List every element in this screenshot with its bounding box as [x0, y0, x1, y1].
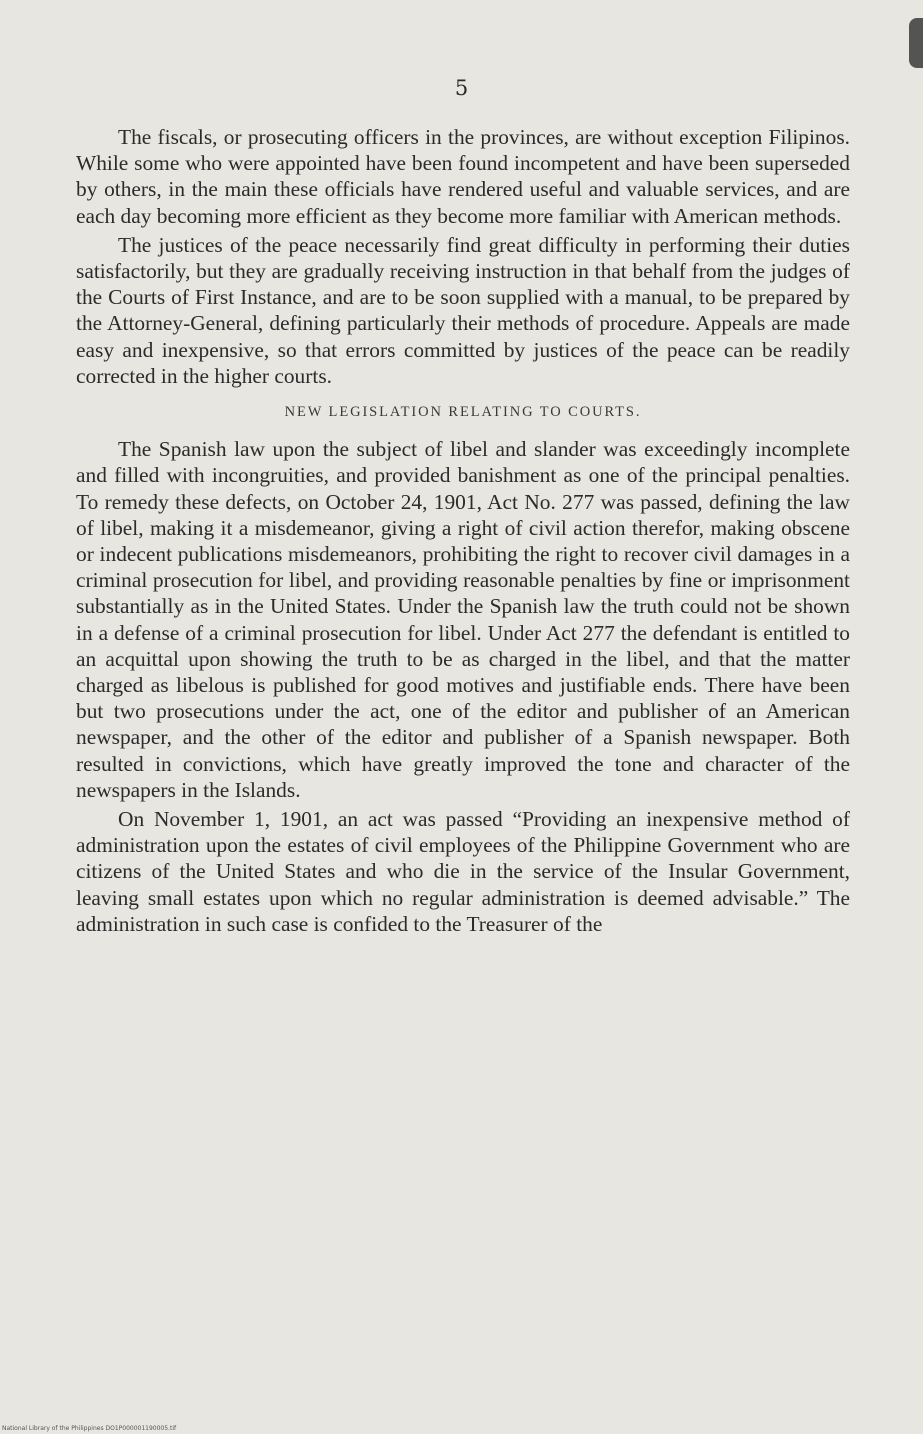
page-number: 5 — [454, 76, 469, 100]
body-text — [76, 124, 850, 940]
scan-edge-mark — [909, 18, 923, 68]
paragraph-fiscals: The fiscals, or prosecuting officers in the provinces, are without exception Filipinos. While some who were appointed have been found incompetent and have been superseded by others, in the main these officials have rendered useful and valuable services, and are each day becoming more efficient as they become more familiar with American methods. — [76, 125, 850, 228]
section-heading: NEW LEGISLATION RELATING TO COURTS. — [284, 404, 642, 421]
paragraph-estates-act: On November 1, 1901, an act was passed “Providing an inexpensive method of administration upon the estates of civil employees of the Philippine Government who are citizens of the United States and who die in the service of the Insular Government, leaving small estates upon which no regular administration is deemed advisable.” The administration in such case is confided to the Treasurer of the — [76, 807, 850, 936]
paragraph-libel-law: The Spanish law upon the subject of libel and slander was exceedingly incomplete and filled with incongruities, and provided banishment as one of the principal penalties. To remedy these defects, on October 24, 1901, Act No. 277 was passed, defining the law of libel, making it a misdemeanor, giving a right of civil action therefor, making obscene or indecent publications misdemeanors, prohibiting the right to recover civil damages in a criminal prosecution for libel, and providing reasonable penalties by fine or imprisonment substantially as in the United States. Under the Spanish law the truth could not be shown in a defense of a criminal prosecution for libel. Under Act 277 the defendant is entitled to an acquittal upon showing the truth to be as charged in the libel, and that the matter charged as libelous is published for good motives and justifiable ends. There have been but two prosecutions under the act, one of the editor and publisher of an American newspaper, and the other of the editor and publisher of a Spanish newspaper. Both resulted in convictions, which have greatly improved the tone and character of the newspapers in the Islands. — [76, 437, 850, 802]
paragraph-justices: The justices of the peace necessarily find great difficulty in performing their duties satisfactorily, but they are gradually receiving instruction in that behalf from the judges of the Courts of First Instance, and are to be soon supplied with a manual, to be prepared by the Attorney-General, defining particularly their methods of procedure. Appeals are made easy and inexpensive, so that errors committed by justices of the peace can be readily corrected in the higher courts. — [76, 232, 850, 388]
archive-stamp: National Library of the Philippines DO1P000001190005.tif — [2, 1425, 177, 1432]
